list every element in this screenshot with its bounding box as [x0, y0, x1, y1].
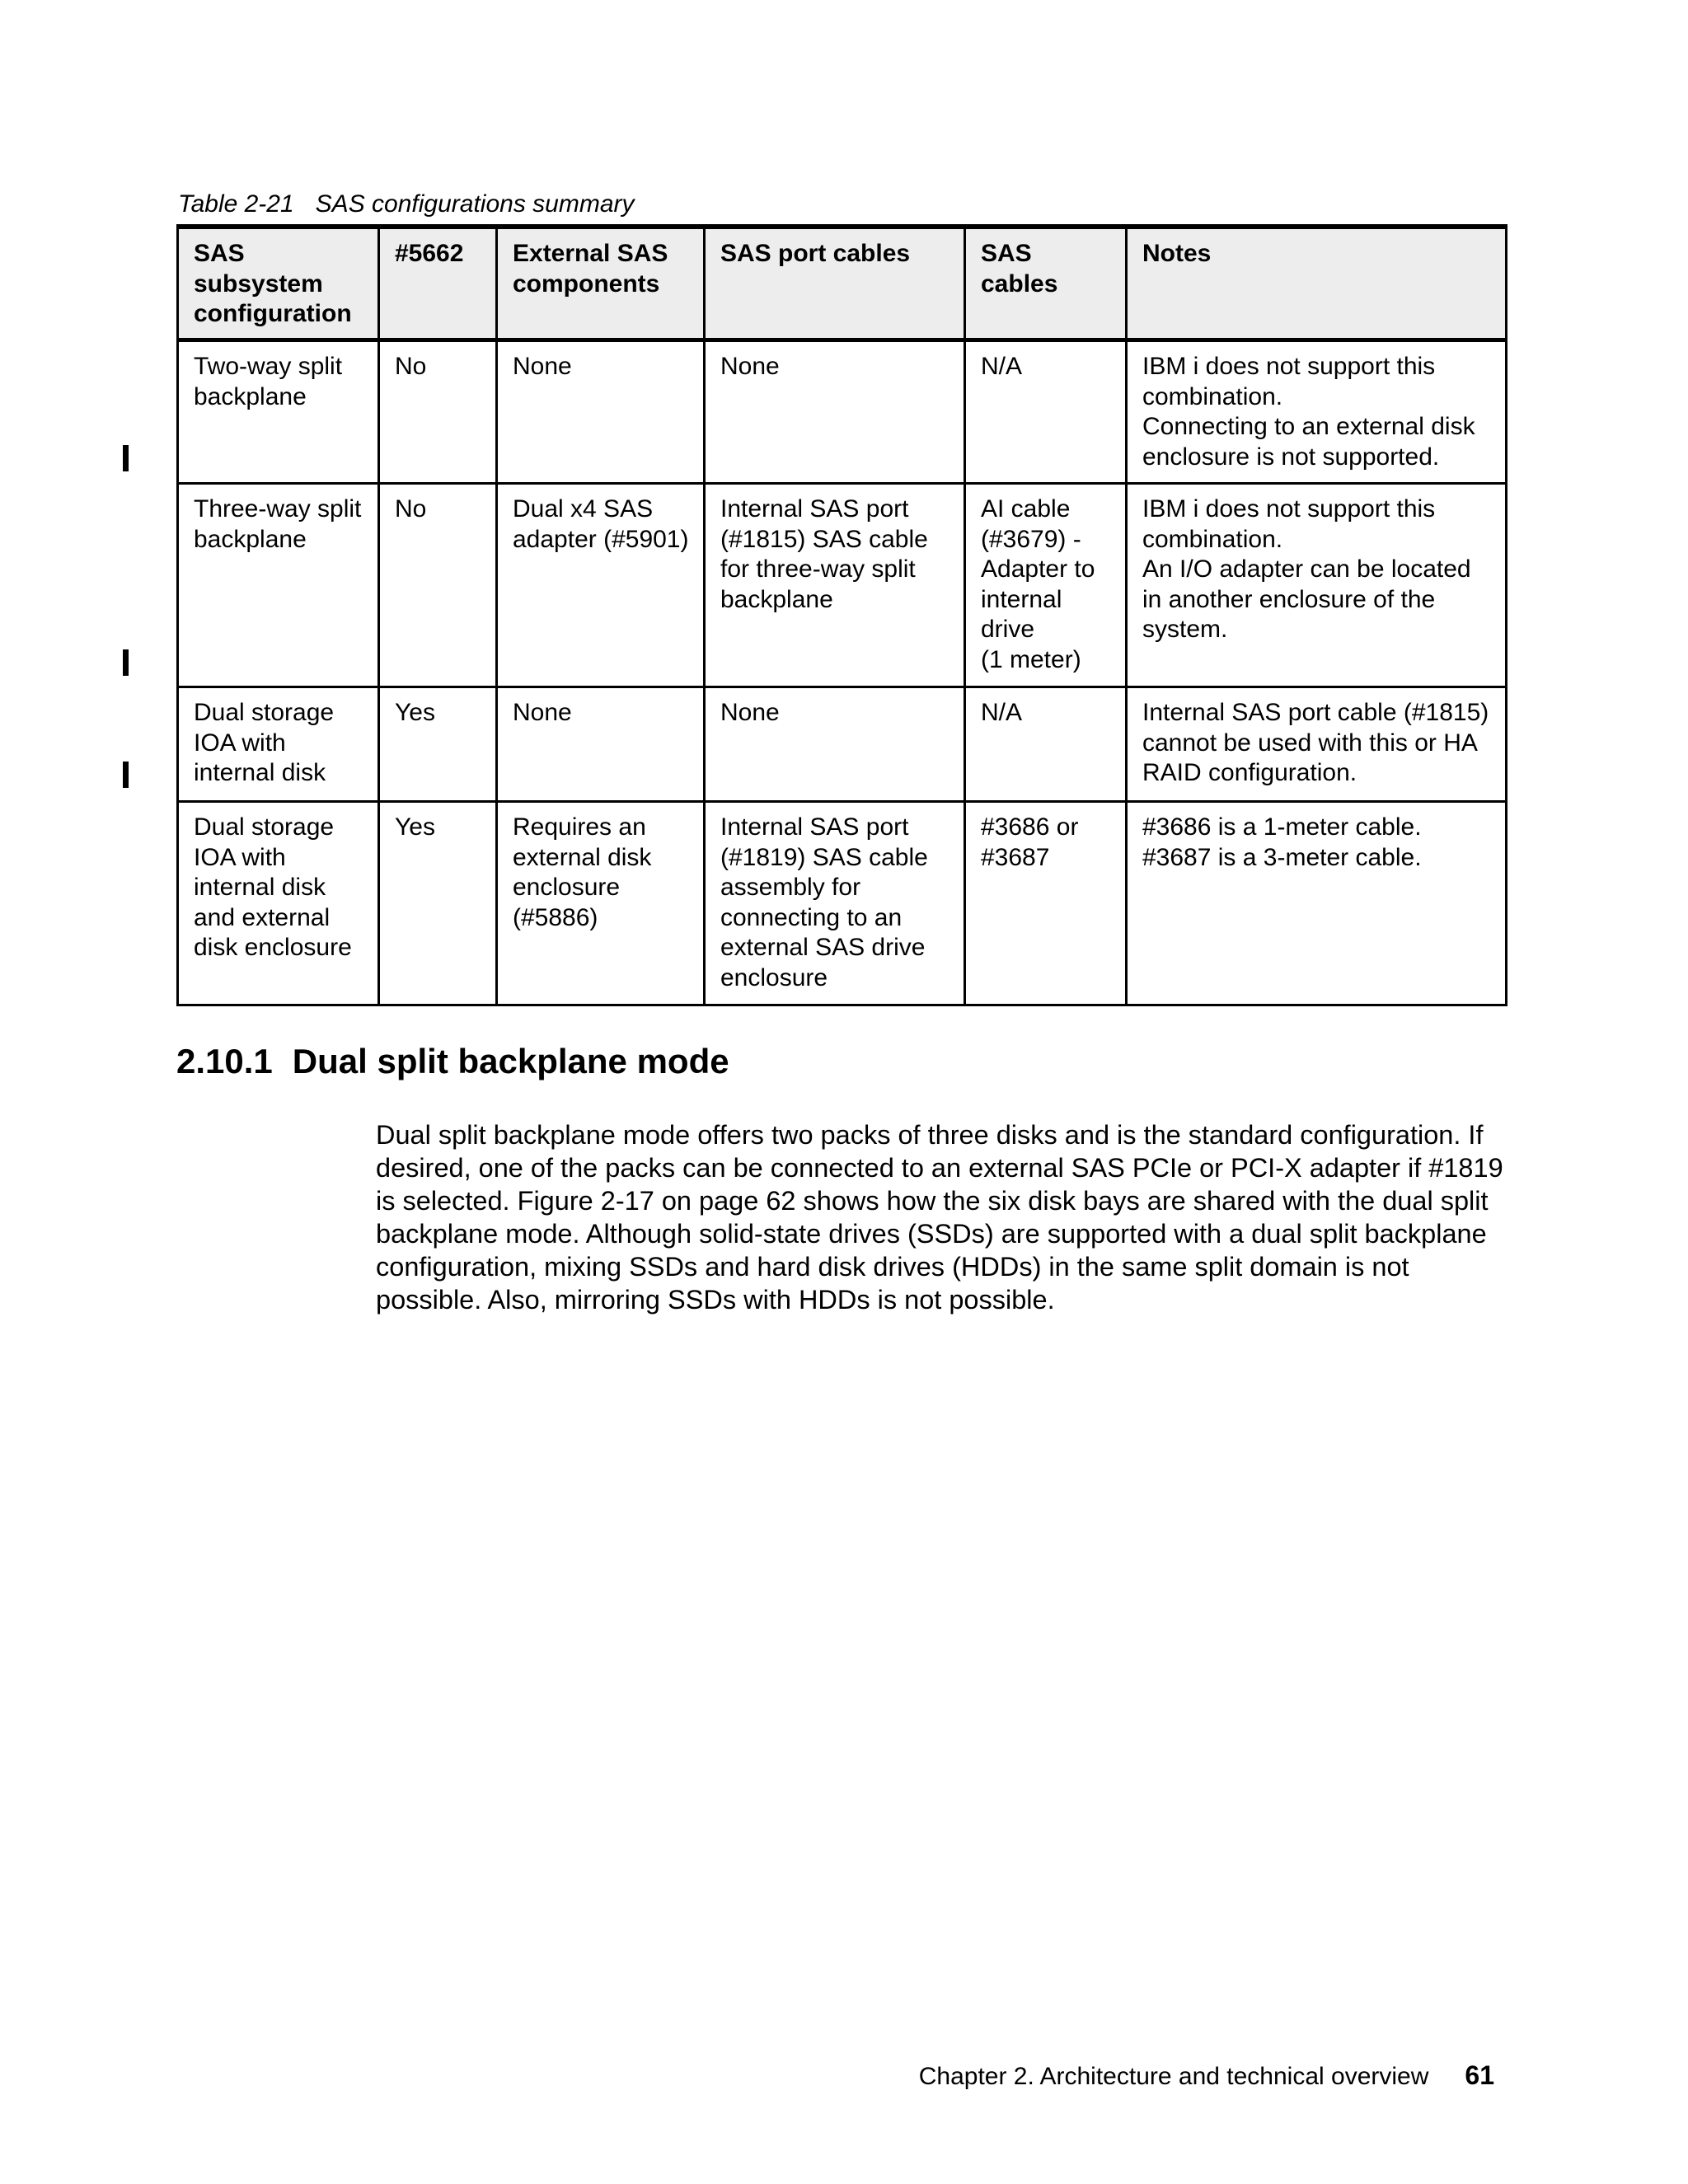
table-header-row: [178, 227, 1507, 340]
revision-change-bar: [123, 445, 129, 471]
table-cell: None: [497, 340, 705, 484]
table-cell: None: [497, 687, 705, 802]
table-caption-label: Table 2-21: [178, 190, 294, 218]
section-heading: [176, 1040, 729, 1083]
header-5662: #5662: [379, 227, 497, 340]
table-cell: Internal SAS port cable (#1815) cannot be used with this or HA RAID configuration.: [1127, 687, 1507, 802]
table-cell: IBM i does not support this combination. An I/O adapter can be located in another enclosure of the system.: [1127, 484, 1507, 687]
table-cell: Dual storage IOA with internal disk and external disk enclosure: [178, 802, 379, 1005]
table-cell: Internal SAS port (#1819) SAS cable assembly for connecting to an external SAS drive enclosure: [705, 802, 965, 1005]
table-cell: Yes: [379, 802, 497, 1005]
table-row: [178, 802, 1507, 1005]
table-cell: Three-way split backplane: [178, 484, 379, 687]
revision-change-bar: [123, 649, 129, 676]
header-sas-cables: SAS cables: [965, 227, 1127, 340]
table-cell: Requires an external disk enclosure (#5886): [497, 802, 705, 1005]
table-cell: Dual x4 SAS adapter (#5901): [497, 484, 705, 687]
page-footer: [919, 2060, 1494, 2092]
table-cell: No: [379, 484, 497, 687]
table-cell: N/A: [965, 687, 1127, 802]
header-sas-subsystem-configuration: SAS subsystem configuration: [178, 227, 379, 340]
section-body-paragraph: Dual split backplane mode offers two packs of three disks and is the standard configuration. If desired, one of the packs can be connected to an external SAS PCIe or PCI-X adapter if #1819 is selected. Figure 2-17 on page 62 shows how the six disk bays are shared with the dual split backplane mode. Although solid-state drives (SSDs) are supported with a dual split backplane configuration, mixing SSDs and hard disk drives (HDDs) in the same split domain is not possible. Also, mirroring SSDs with HDDs is not possible.: [376, 1120, 1503, 1315]
table-cell: None: [705, 687, 965, 802]
table-cell: IBM i does not support this combination. Connecting to an external disk enclosure is not supported.: [1127, 340, 1507, 484]
header-notes: Notes: [1127, 227, 1507, 340]
revision-change-bar: [123, 762, 129, 788]
header-sas-port-cables: SAS port cables: [705, 227, 965, 340]
table-cell: No: [379, 340, 497, 484]
page-number: 61: [1465, 2060, 1494, 2090]
table-cell: None: [705, 340, 965, 484]
table-caption: [178, 190, 635, 219]
sas-configurations-table: [176, 224, 1507, 1006]
table-cell: AI cable (#3679) - Adapter to internal drive (1 meter): [965, 484, 1127, 687]
table-cell: N/A: [965, 340, 1127, 484]
header-external-sas-components: External SAS components: [497, 227, 705, 340]
table-caption-title: SAS configurations summary: [315, 190, 635, 218]
section-title: Dual split backplane mode: [292, 1042, 729, 1080]
table-cell: Yes: [379, 687, 497, 802]
table-row: [178, 484, 1507, 687]
footer-chapter-title: Chapter 2. Architecture and technical overview: [918, 2063, 1429, 2090]
table-cell: Two-way split backplane: [178, 340, 379, 484]
table-row: [178, 687, 1507, 802]
table-cell: #3686 is a 1-meter cable. #3687 is a 3-meter cable.: [1127, 802, 1507, 1005]
table-cell: Dual storage IOA with internal disk: [178, 687, 379, 802]
table-cell: #3686 or #3687: [965, 802, 1127, 1005]
section-number: 2.10.1: [176, 1042, 273, 1080]
table-cell: Internal SAS port (#1815) SAS cable for three-way split backplane: [705, 484, 965, 687]
table-row: [178, 340, 1507, 484]
